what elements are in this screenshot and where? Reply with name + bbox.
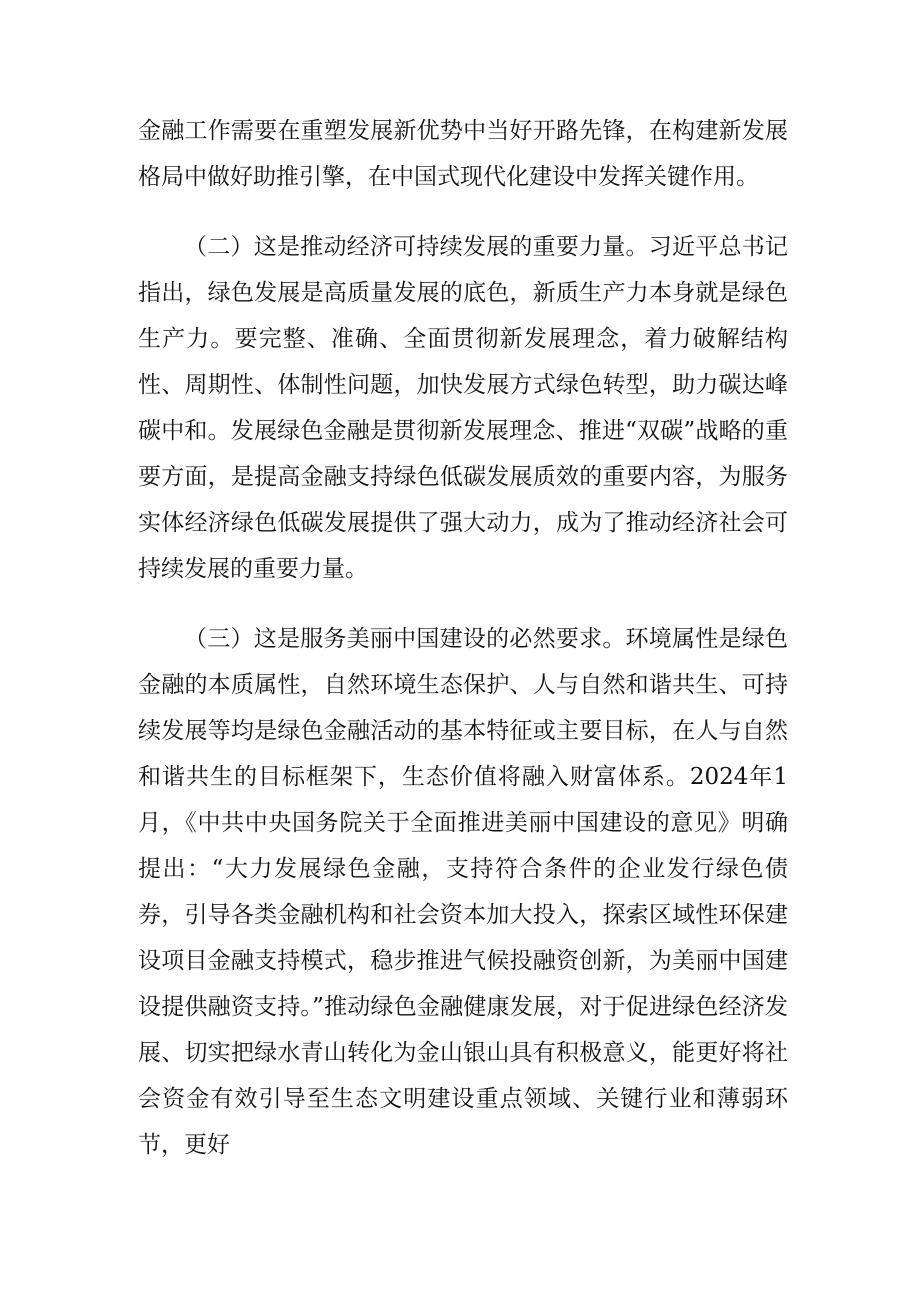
paragraph-section-two: （二）这是推动经济可持续发展的重要力量。习近平总书记指出，绿色发展是高质量发展的底色，新质生产力本身就是绿色生产力。要完整、准确、全面贯彻新发展理念，着力破解结构性、周期性、体制性问题，加快发展方式绿色转型，助力碳达峰碳中和。发展绿色金融是贯彻新发展理念、推进“双碳”战略的重要方面，是提高金融支持绿色低碳发展质效的重要内容，为服务实体经济绿色低碳发展提供了强大动力，成为了推动经济社会可持续发展的重要力量。	[138, 234, 788, 582]
paragraph-continuation: 金融工作需要在重塑发展新优势中当好开路先锋，在构建新发展格局中做好助推引擎，在中国式现代化建设中发挥关键作用。	[138, 118, 788, 190]
document-body	[138, 108, 788, 1168]
paragraph-section-three: （三）这是服务美丽中国建设的必然要求。环境属性是绿色金融的本质属性，自然环境生态保护、人与自然和谐共生、可持续发展等均是绿色金融活动的基本特征或主要目标，在人与自然和谐共生的目标框架下，生态价值将融入财富体系。2024年1月，《中共中央国务院关于全面推进美丽中国建设的意见》明确提出：“大力发展绿色金融，支持符合条件的企业发行绿色债券，引导各类金融机构和社会资本加大投入，探索区域性环保建设项目金融支持模式，稳步推进气候投融资创新，为美丽中国建设提供融资支持。”推动绿色金融健康发展，对于促进绿色经济发展、切实把绿水青山转化为金山银山具有积极意义，能更好将社会资金有效引导至生态文明建设重点领域、关键行业和薄弱环节，更好	[138, 626, 788, 1158]
